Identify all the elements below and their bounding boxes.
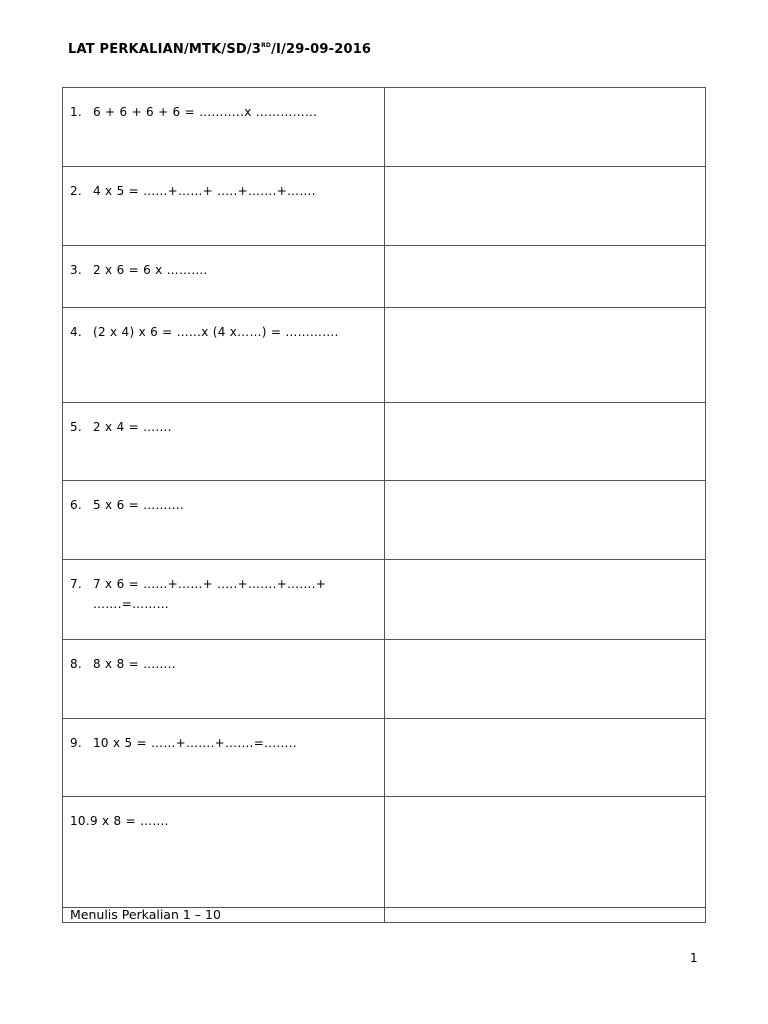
footer-row: [63, 908, 706, 923]
answer-cell[interactable]: [385, 308, 706, 403]
question-number: 1.: [70, 105, 83, 119]
question-cell: [63, 246, 385, 308]
table-row: [63, 797, 706, 908]
answer-cell[interactable]: [385, 560, 706, 640]
document-title: [68, 42, 371, 57]
footer-label: Menulis Perkalian 1 – 10: [70, 907, 221, 922]
question-text: 9 x 8 = …….: [89, 814, 169, 828]
question-number: 3.: [70, 263, 83, 277]
title-superscript: RD: [261, 42, 272, 49]
table-row: [63, 640, 706, 719]
question-number: 7.: [70, 577, 83, 591]
question-text-continuation: …….=………: [93, 597, 169, 611]
question-number: 5.: [70, 420, 83, 434]
question-number: 8.: [70, 657, 83, 671]
question-cell: [63, 719, 385, 797]
question-cell: [63, 88, 385, 167]
title-suffix: /I/29-09-2016: [271, 42, 372, 57]
question-number: 2.: [70, 184, 83, 198]
title-prefix: LAT PERKALIAN/MTK/SD/3: [68, 42, 262, 57]
question-cell: [63, 308, 385, 403]
answer-cell[interactable]: [385, 719, 706, 797]
table-row: [63, 403, 706, 481]
exercise-table: [62, 87, 706, 923]
answer-cell[interactable]: [385, 246, 706, 308]
question-cell: [63, 640, 385, 719]
question-cell: [63, 481, 385, 560]
question-text: 6 + 6 + 6 + 6 = ………..x ……………: [93, 105, 318, 119]
question-number: 10.: [70, 814, 90, 828]
table-row: [63, 719, 706, 797]
footer-empty-cell: [385, 908, 706, 923]
question-cell: [63, 167, 385, 246]
answer-cell[interactable]: [385, 88, 706, 167]
footer-label-cell: [63, 908, 385, 923]
question-text: 7 x 6 = ……+……+ …..+…….+…….+: [93, 577, 327, 591]
answer-cell[interactable]: [385, 481, 706, 560]
table-row: [63, 560, 706, 640]
question-cell: [63, 560, 385, 640]
question-text: 8 x 8 = ……..: [93, 657, 176, 671]
table-row: [63, 88, 706, 167]
answer-cell[interactable]: [385, 640, 706, 719]
answer-cell[interactable]: [385, 797, 706, 908]
question-cell: [63, 797, 385, 908]
page-number: 1: [690, 951, 698, 965]
question-text: (2 x 4) x 6 = ……x (4 x……) = ………….: [93, 325, 339, 339]
question-number: 4.: [70, 325, 83, 339]
question-text: 5 x 6 = ……….: [93, 498, 185, 512]
table-row: [63, 167, 706, 246]
table-row: [63, 246, 706, 308]
question-text: 4 x 5 = ……+……+ …..+…….+…….: [93, 184, 316, 198]
question-cell: [63, 403, 385, 481]
table-row: [63, 308, 706, 403]
answer-cell[interactable]: [385, 167, 706, 246]
question-number: 9.: [70, 736, 83, 750]
answer-cell[interactable]: [385, 403, 706, 481]
question-number: 6.: [70, 498, 83, 512]
question-text: 2 x 4 = …….: [93, 420, 172, 434]
question-text: 2 x 6 = 6 x ……….: [93, 263, 208, 277]
table-row: [63, 481, 706, 560]
question-text: 10 x 5 = ……+…….+…….=……..: [93, 736, 297, 750]
